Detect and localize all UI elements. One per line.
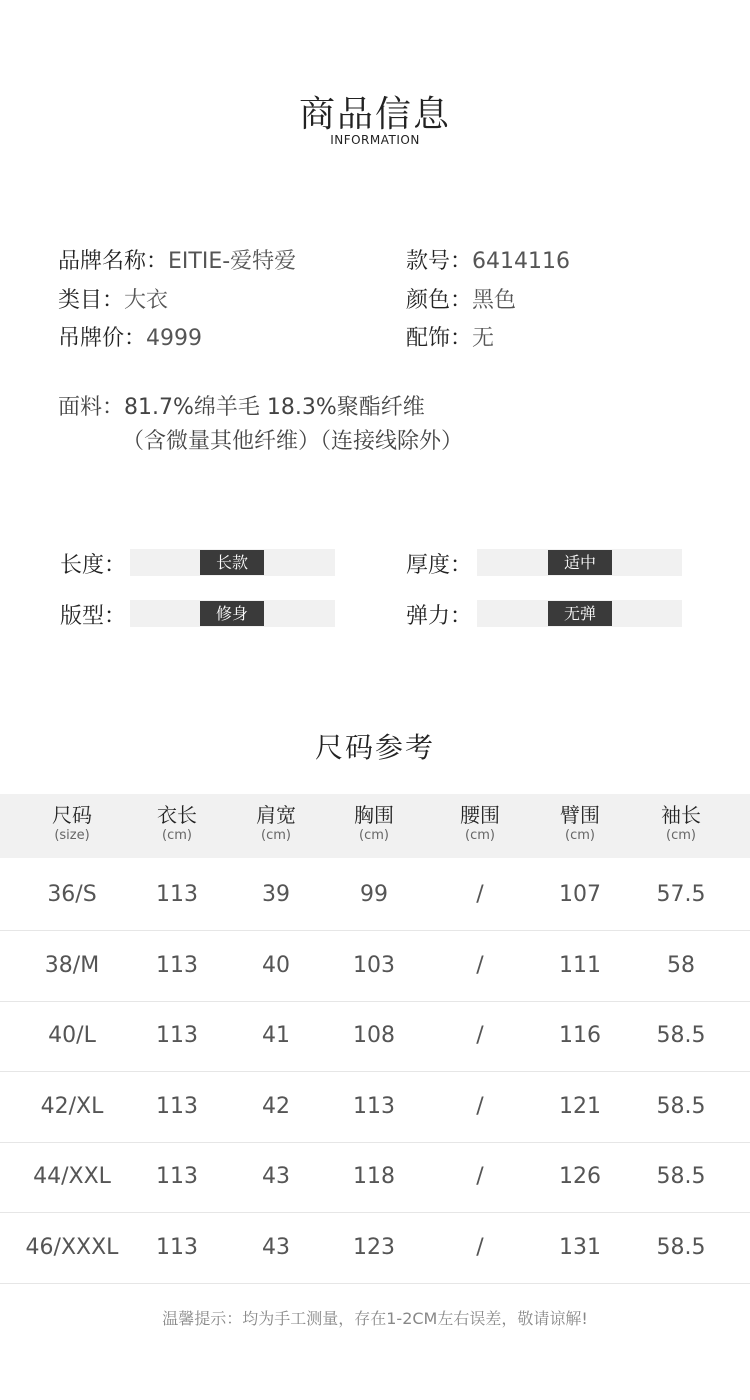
attr-elasticity-bar <box>477 600 682 627</box>
fabric-composition: 81.7%绵羊毛 18.3%聚酯纤维 <box>124 395 425 420</box>
table-cell: 113 <box>353 1093 395 1119</box>
table-cell: 118 <box>353 1164 395 1189</box>
header-unit: (cm) <box>261 828 291 843</box>
info-accessory-label: 配饰： <box>406 326 473 351</box>
header-unit: (cm) <box>465 828 495 843</box>
info-color <box>406 283 516 314</box>
table-cell: / <box>476 1093 484 1119</box>
size-table-header-cell <box>127 802 227 844</box>
fabric-label: 面料： <box>58 395 125 420</box>
header-name: 袖长 <box>661 803 701 827</box>
table-cell: 58.5 <box>656 1234 706 1260</box>
attr-thickness-label: 厚度： <box>406 553 473 578</box>
size-table-header <box>0 794 750 858</box>
table-cell: 126 <box>559 1164 601 1189</box>
info-accessory-value: 无 <box>472 326 495 351</box>
info-style-no <box>406 244 570 275</box>
table-cell: 113 <box>156 1234 198 1260</box>
size-table-header-cell <box>530 802 630 844</box>
size-table-header-cell <box>22 802 122 844</box>
info-brand-value: EITIE-爱特爱 <box>168 249 297 274</box>
header-name: 衣长 <box>157 803 197 827</box>
size-chart-title: 尺码参考 <box>314 731 435 764</box>
table-row <box>0 931 750 1002</box>
table-row <box>0 1072 750 1143</box>
table-cell: 58 <box>667 952 695 978</box>
attr-length-bar <box>130 549 335 576</box>
attr-length-label: 长度： <box>60 553 127 578</box>
info-category <box>58 283 168 314</box>
info-brand-label: 品牌名称： <box>58 249 169 274</box>
fabric-line-2: （含微量其他纤维）（连接线除外） <box>122 429 464 454</box>
table-cell: / <box>476 882 484 907</box>
table-cell: 42/XL <box>40 1093 104 1119</box>
header-unit: (cm) <box>162 828 192 843</box>
table-cell: 58.5 <box>656 1164 706 1189</box>
table-cell: 116 <box>559 1023 601 1048</box>
attr-thickness-bar <box>477 549 682 576</box>
table-cell: / <box>476 1023 484 1048</box>
info-brand <box>58 244 296 275</box>
table-cell: 113 <box>156 1023 198 1048</box>
size-table-header-cell <box>324 802 424 844</box>
table-row <box>0 1001 750 1072</box>
info-color-value: 黑色 <box>472 288 517 313</box>
info-style-no-value: 6414116 <box>472 249 570 274</box>
table-cell: 38/M <box>44 952 100 978</box>
table-cell: 131 <box>559 1234 601 1260</box>
page-title: 商品信息 <box>298 94 451 135</box>
table-row <box>0 1142 750 1213</box>
table-cell: 58.5 <box>656 1093 706 1119</box>
size-table-header-cell <box>430 802 530 844</box>
table-cell: 46/XXXL <box>25 1234 119 1260</box>
header-unit: (cm) <box>565 828 595 843</box>
attr-length-value: 长款 <box>200 550 264 575</box>
info-price-value: 4999 <box>146 326 203 351</box>
attr-fit-bar <box>130 600 335 627</box>
table-row <box>0 1213 750 1284</box>
table-cell: 44/XXL <box>33 1164 111 1189</box>
table-cell: / <box>476 1234 484 1260</box>
table-cell: 107 <box>559 882 601 907</box>
info-color-label: 颜色： <box>406 288 473 313</box>
fabric-line-1 <box>58 390 425 421</box>
attr-elasticity-label: 弹力： <box>406 604 473 629</box>
header-unit: (cm) <box>666 828 696 843</box>
header-name: 肩宽 <box>256 803 296 827</box>
page-subtitle: INFORMATION <box>330 133 420 147</box>
table-cell: 113 <box>156 1164 198 1189</box>
table-cell: / <box>476 1164 484 1189</box>
header-unit: (cm) <box>359 828 389 843</box>
table-cell: 42 <box>262 1093 290 1119</box>
attr-elasticity-value: 无弹 <box>548 601 612 626</box>
table-cell: 40 <box>262 952 290 978</box>
table-cell: 113 <box>156 1093 198 1119</box>
table-cell: 39 <box>262 882 290 907</box>
table-cell: 36/S <box>47 882 97 907</box>
table-row <box>0 860 750 931</box>
header-name: 腰围 <box>460 803 500 827</box>
table-cell: 113 <box>156 952 198 978</box>
info-category-value: 大衣 <box>124 288 169 313</box>
table-cell: 43 <box>262 1164 290 1189</box>
attr-thickness-value: 适中 <box>548 550 612 575</box>
attr-fit-label: 版型： <box>60 604 127 629</box>
table-cell: 123 <box>353 1234 395 1260</box>
table-cell: 41 <box>262 1023 290 1048</box>
table-cell: 111 <box>559 952 601 978</box>
table-cell: 40/L <box>48 1023 96 1048</box>
table-cell: 113 <box>156 882 198 907</box>
info-style-no-label: 款号： <box>406 249 473 274</box>
header-name: 臂围 <box>560 803 600 827</box>
attr-fit-value: 修身 <box>200 601 264 626</box>
info-category-label: 类目： <box>58 288 125 313</box>
table-cell: 121 <box>559 1093 601 1119</box>
info-price <box>58 321 202 352</box>
header-name: 胸围 <box>354 803 394 827</box>
table-cell: 103 <box>353 952 395 978</box>
size-table-header-cell <box>631 802 731 844</box>
header-unit: (size) <box>54 828 90 843</box>
measurement-note: 温馨提示：均为手工测量，存在1-2CM左右误差，敬请谅解! <box>162 1309 588 1328</box>
header-name: 尺码 <box>52 803 92 827</box>
table-cell: / <box>476 952 484 978</box>
info-price-label: 吊牌价： <box>58 326 147 351</box>
table-cell: 99 <box>360 882 388 907</box>
table-cell: 58.5 <box>656 1023 706 1048</box>
size-table-header-cell <box>226 802 326 844</box>
table-cell: 43 <box>262 1234 290 1260</box>
table-cell: 57.5 <box>656 882 706 907</box>
table-cell: 108 <box>353 1023 395 1048</box>
info-accessory <box>406 321 494 352</box>
